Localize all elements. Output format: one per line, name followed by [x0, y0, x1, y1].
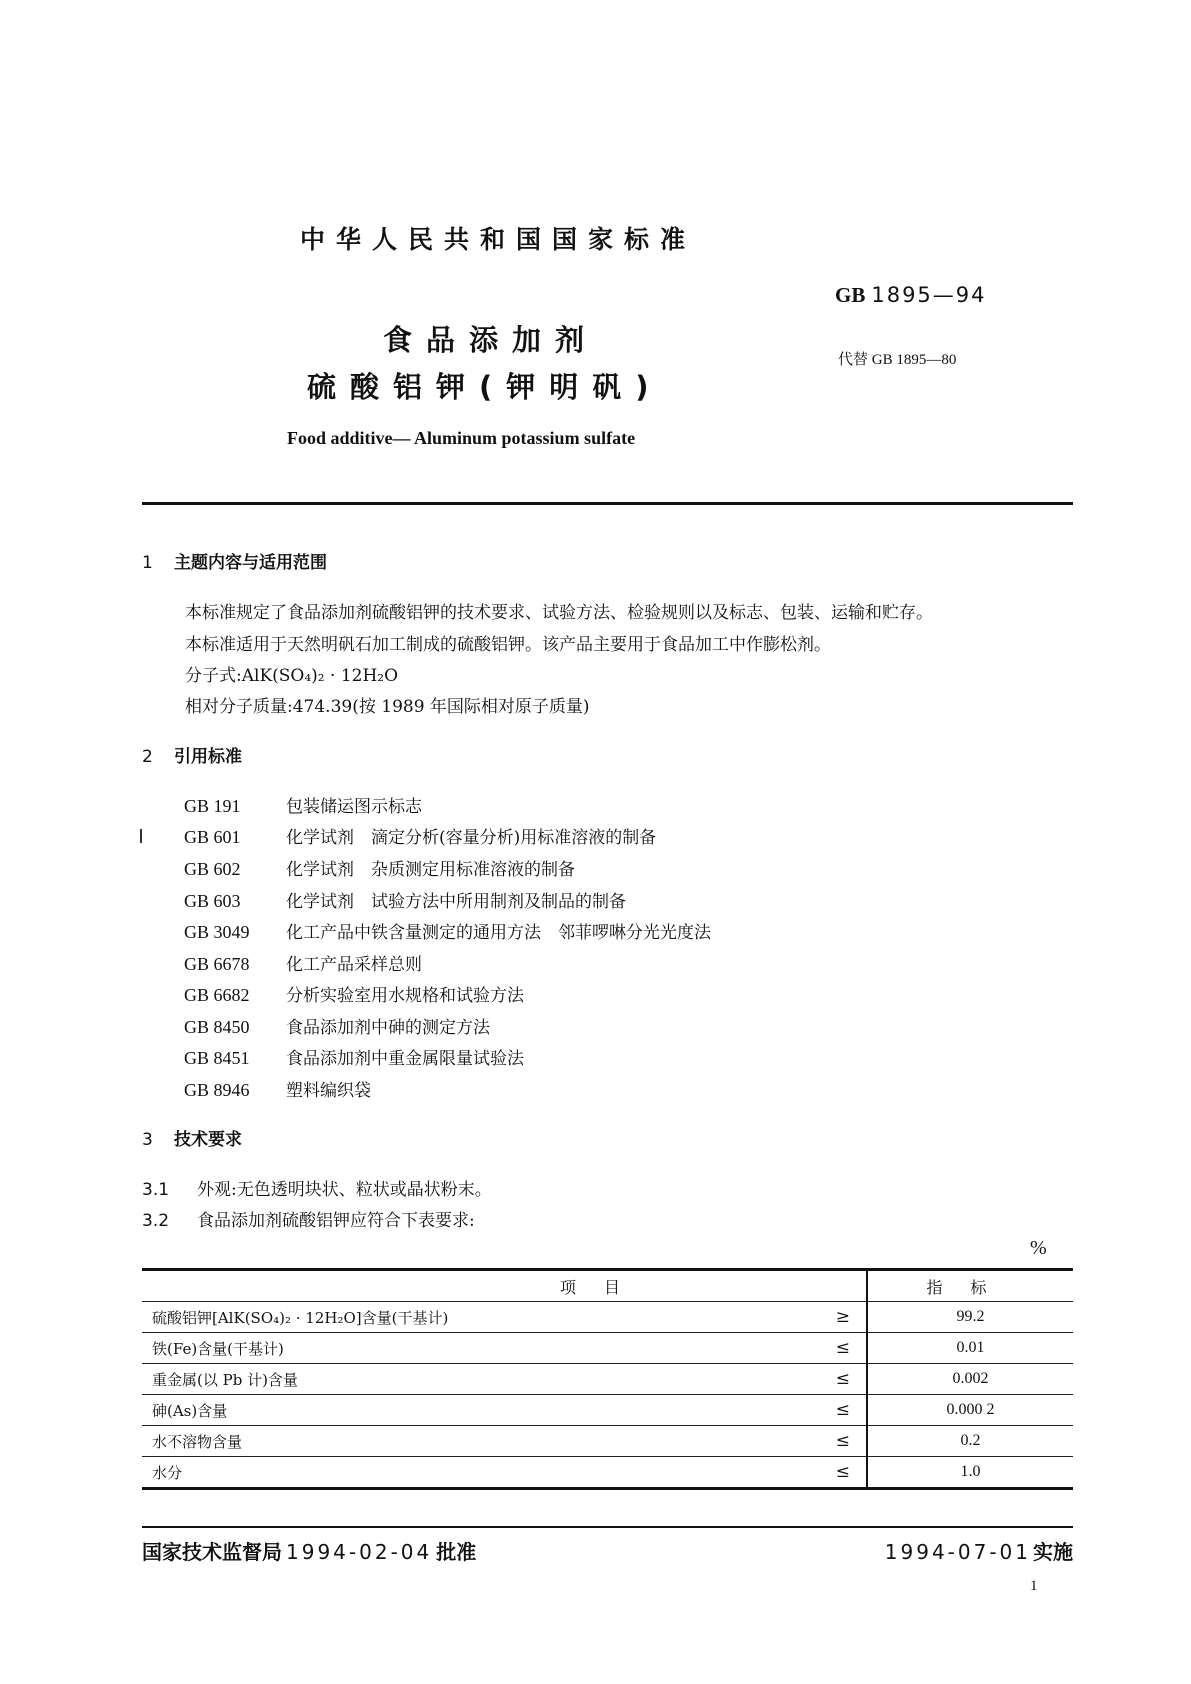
reference-title: 食品添加剂中重金属限量试验法 — [286, 1049, 524, 1069]
row-operator: ≥ — [790, 1302, 867, 1333]
reference-code: GB 3049 — [184, 922, 250, 942]
section-2-heading — [142, 742, 242, 767]
revision-margin-mark — [140, 829, 142, 843]
paragraph: 本标准适用于天然明矾石加工制成的硫酸铝钾。该产品主要用于食品加工中作膨松剂。 — [185, 635, 831, 655]
reference-title: 塑料编织袋 — [286, 1081, 371, 1101]
standard-prefix: GB — [835, 283, 866, 307]
reference-code: GB 8451 — [184, 1048, 250, 1068]
subclause-text: 外观:无色透明块状、粒状或晶状粉末。 — [197, 1180, 492, 1200]
row-operator: ≤ — [790, 1333, 867, 1364]
table-header-row — [142, 1270, 1073, 1302]
row-item: 水分 — [142, 1457, 790, 1489]
subclause-3-2 — [142, 1206, 475, 1231]
section-1-heading — [142, 548, 327, 573]
reference-title: 化工产品中铁含量测定的通用方法 邻菲啰啉分光光度法 — [286, 923, 711, 943]
reference-item — [184, 950, 422, 975]
subclause-3-1 — [142, 1175, 492, 1200]
reference-item — [184, 1013, 490, 1038]
molecular-formula: 分子式:AlK(SO₄)₂ · 12H₂O — [185, 666, 399, 686]
row-value: 0.000 2 — [867, 1395, 1073, 1426]
row-value: 0.002 — [867, 1364, 1073, 1395]
reference-item — [184, 918, 711, 943]
reference-title: 化学试剂 试验方法中所用制剂及制品的制备 — [286, 892, 626, 912]
section-title: 引用标准 — [174, 747, 242, 767]
subclause-number: 3.1 — [142, 1180, 170, 1200]
reference-title: 包装储运图示标志 — [286, 797, 422, 817]
reference-item — [184, 981, 524, 1006]
section-title: 技术要求 — [174, 1130, 242, 1150]
national-standard-heading: 中华人民共和国国家标准 — [300, 225, 697, 254]
reference-item — [184, 855, 575, 880]
row-value: 0.2 — [867, 1426, 1073, 1457]
reference-item — [184, 792, 422, 817]
reference-title: 化学试剂 杂质测定用标准溶液的制备 — [286, 860, 575, 880]
table-row — [142, 1457, 1073, 1489]
row-value: 1.0 — [867, 1457, 1073, 1489]
row-value: 0.01 — [867, 1333, 1073, 1364]
standard-number — [835, 283, 987, 308]
table-row — [142, 1426, 1073, 1457]
paragraph: 本标准规定了食品添加剂硫酸铝钾的技术要求、试验方法、检验规则以及标志、包装、运输和贮存。 — [185, 603, 933, 623]
section-title: 主题内容与适用范围 — [174, 553, 327, 573]
molecular-mass: 相对分子质量:474.39(按 1989 年国际相对原子质量) — [185, 697, 590, 717]
row-operator: ≤ — [790, 1395, 867, 1426]
page-number: 1 — [1030, 1578, 1038, 1594]
row-item: 水不溶物含量 — [142, 1426, 790, 1457]
title-line-1: 食品添加剂 — [383, 323, 599, 357]
footer-divider — [142, 1526, 1073, 1528]
table-row — [142, 1333, 1073, 1364]
approval-suffix: 批准 — [436, 1540, 477, 1564]
effective-suffix: 实施 — [1033, 1540, 1073, 1564]
english-title: Food additive— Aluminum potassium sulfate — [287, 428, 636, 448]
reference-item — [184, 823, 656, 848]
column-header-item: 项目 — [142, 1270, 867, 1302]
section-number: 1 — [142, 553, 153, 573]
section-number: 2 — [142, 747, 153, 767]
reference-code: GB 8946 — [184, 1080, 250, 1100]
reference-title: 化工产品采样总则 — [286, 955, 422, 975]
reference-code: GB 8450 — [184, 1017, 250, 1037]
effective-date: 1994-07-01 — [884, 1540, 1031, 1564]
reference-code: GB 191 — [184, 796, 241, 816]
header-divider — [142, 502, 1073, 505]
approver: 国家技术监督局 — [142, 1540, 282, 1564]
table-row — [142, 1302, 1073, 1333]
table-row — [142, 1395, 1073, 1426]
requirements-table — [142, 1268, 1073, 1490]
reference-title: 食品添加剂中砷的测定方法 — [286, 1018, 490, 1038]
reference-code: GB 602 — [184, 859, 241, 879]
table-unit: % — [1030, 1237, 1047, 1259]
row-item: 重金属(以 Pb 计)含量 — [142, 1364, 790, 1395]
row-item: 砷(As)含量 — [142, 1395, 790, 1426]
title-line-2: 硫酸铝钾(钾明矾) — [307, 370, 663, 404]
row-operator: ≤ — [790, 1457, 867, 1489]
section-number: 3 — [142, 1130, 153, 1150]
subclause-number: 3.2 — [142, 1211, 170, 1231]
reference-item — [184, 887, 626, 912]
row-item: 铁(Fe)含量(干基计) — [142, 1333, 790, 1364]
reference-item — [184, 1076, 371, 1101]
column-header-value: 指标 — [867, 1270, 1073, 1302]
reference-title: 化学试剂 滴定分析(容量分析)用标准溶液的制备 — [286, 828, 657, 848]
replaces-standard: 代替 GB 1895—80 — [838, 352, 957, 368]
row-operator: ≤ — [790, 1364, 867, 1395]
subclause-text: 食品添加剂硫酸铝钾应符合下表要求: — [197, 1211, 475, 1231]
row-item: 硫酸铝钾[AlK(SO₄)₂ · 12H₂O]含量(干基计) — [142, 1302, 790, 1333]
approval-date: 1994-02-04 — [286, 1540, 433, 1564]
reference-code: GB 6682 — [184, 985, 250, 1005]
approval-line — [142, 1536, 476, 1565]
standard-number-value: 1895—94 — [871, 283, 987, 307]
reference-code: GB 601 — [184, 827, 241, 847]
effective-line — [885, 1536, 1073, 1565]
table-row — [142, 1364, 1073, 1395]
row-operator: ≤ — [790, 1426, 867, 1457]
row-value: 99.2 — [867, 1302, 1073, 1333]
reference-item — [184, 1044, 524, 1069]
section-3-heading — [142, 1125, 242, 1150]
reference-code: GB 603 — [184, 891, 241, 911]
reference-title: 分析实验室用水规格和试验方法 — [286, 986, 524, 1006]
reference-code: GB 6678 — [184, 954, 250, 974]
